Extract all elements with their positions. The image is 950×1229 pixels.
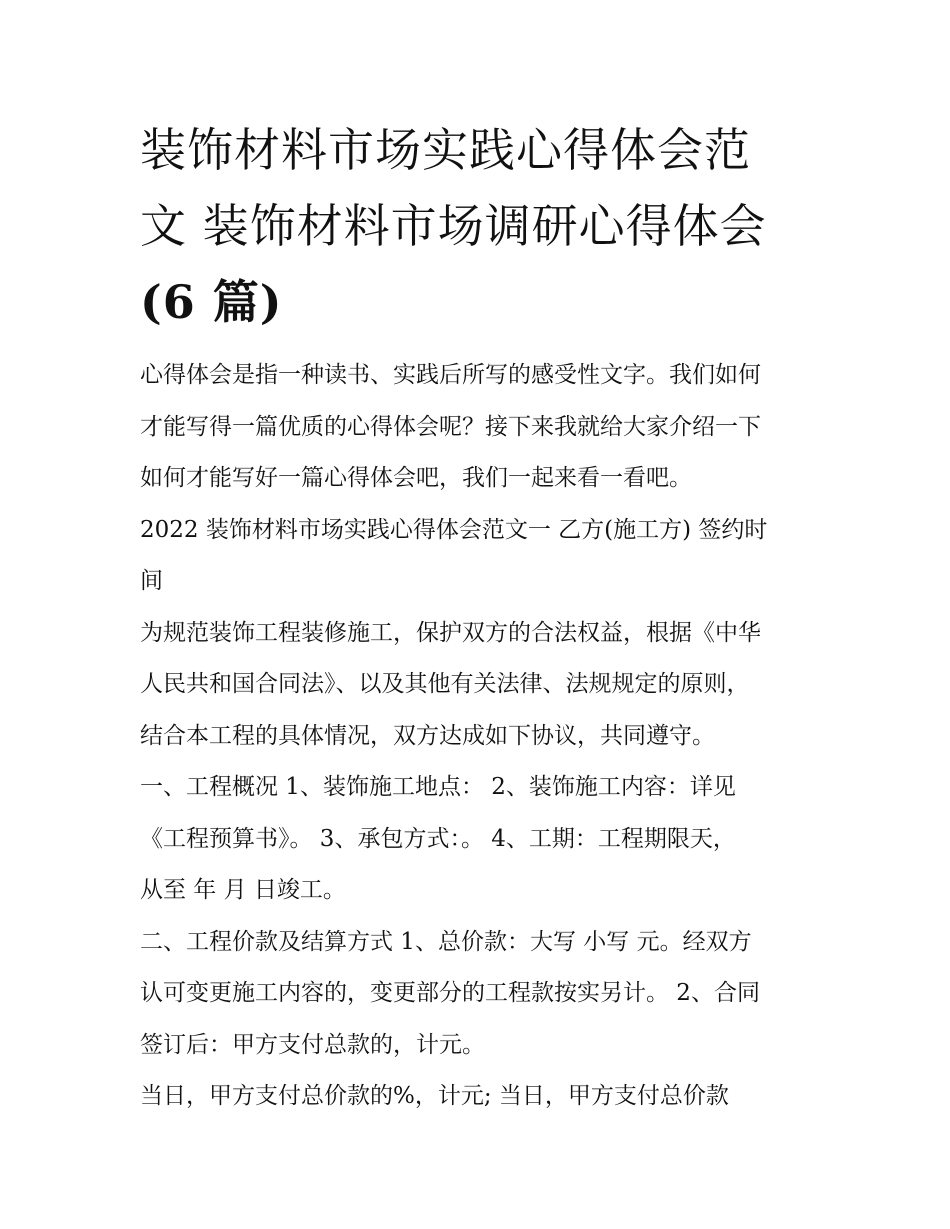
paragraph-line: 认可变更施工内容的，变更部分的工程款按实另计。 2、合同: [140, 980, 760, 1006]
paragraph-line: 人民共和国合同法》、以及其他有关法律、法规规定的原则，: [140, 671, 750, 697]
paragraph-line: 才能写得一篇优质的心得体会呢？接下来我就给大家介绍一下: [140, 413, 761, 440]
paragraph-line: 结合本工程的具体情况，双方达成如下协议，共同遵守。: [140, 722, 715, 749]
paragraph-line: 2022 装饰材料市场实践心得体会范文一 乙方(施工方) 签约时: [140, 516, 768, 543]
paragraph-line: 当日，甲方支付总价款的%，计元; 当日，甲方支付总价款: [140, 1083, 729, 1109]
payment-paragraph: [140, 1071, 820, 1123]
document-title: [140, 112, 820, 340]
paragraph-line: 心得体会是指一种读书、实践后所写的感受性文字。我们如何: [140, 362, 761, 388]
paragraph-line: 间: [140, 568, 163, 594]
paragraph-line: 《工程预算书》。 3、承包方式：。 4、工期：工程期限天，: [140, 825, 736, 852]
project-overview-paragraph: [140, 762, 820, 917]
contract-preamble-paragraph: [140, 608, 820, 763]
price-settlement-paragraph: [140, 917, 820, 1072]
title-line-1: 装饰材料市场实践心得体会范: [140, 123, 751, 177]
section-heading-paragraph: [140, 505, 820, 608]
paragraph-line: 一、工程概况 1、装饰施工地点： 2、装饰施工内容：详见: [140, 774, 736, 800]
paragraph-line: 签订后：甲方支付总款的，计元。: [140, 1031, 485, 1058]
intro-paragraph: [140, 350, 820, 505]
document-page: [140, 112, 820, 1123]
title-line-3: (6 篇): [140, 275, 283, 329]
paragraph-line: 从至 年 月 日竣工。: [140, 877, 346, 903]
paragraph-line: 二、工程价款及结算方式 1、总价款：大写 小写 元。经双方: [140, 928, 752, 955]
title-line-2: 文 装饰材料市场调研心得体会: [140, 199, 767, 253]
paragraph-line: 如何才能写好一篇心得体会吧，我们一起来看一看吧。: [140, 465, 692, 491]
paragraph-line: 为规范装饰工程装修施工，保护双方的合法权益，根据《中华: [140, 619, 761, 646]
